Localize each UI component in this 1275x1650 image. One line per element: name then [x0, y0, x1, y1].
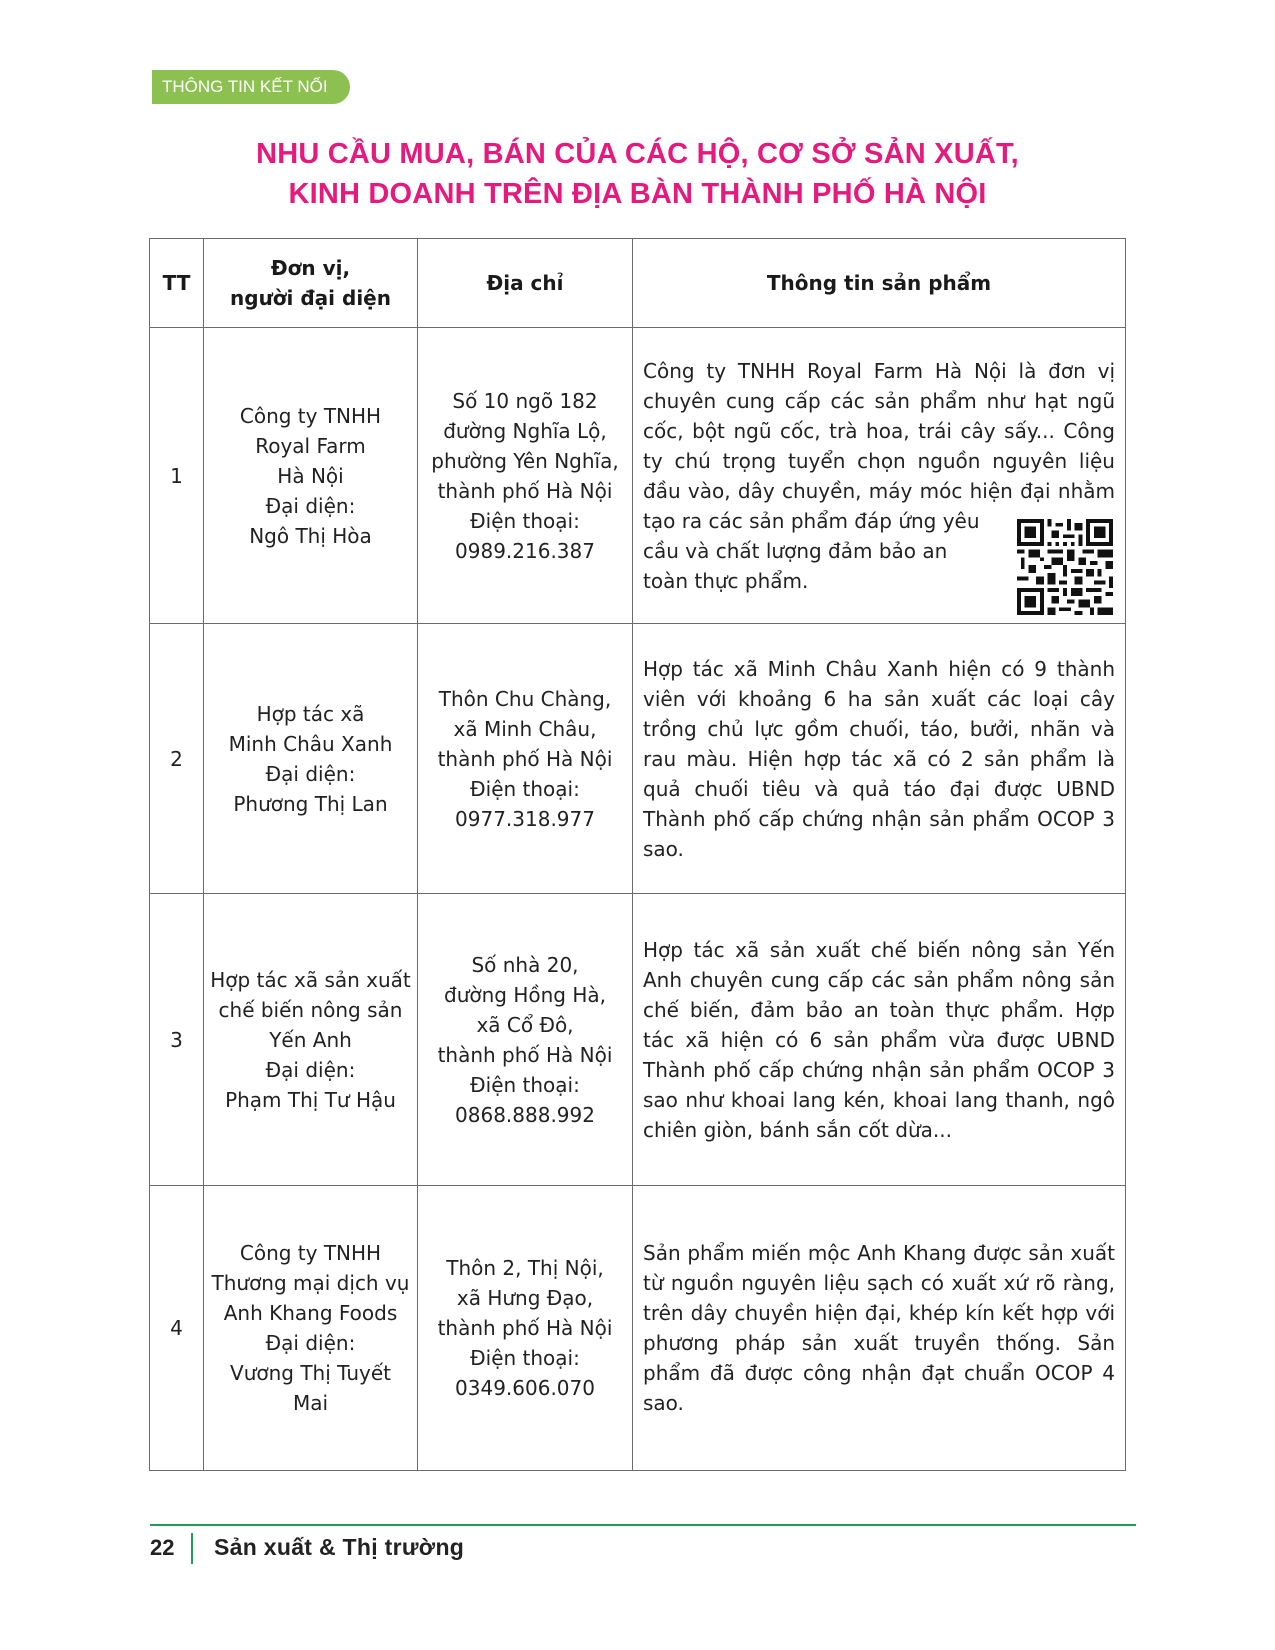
address-cell [418, 894, 633, 1186]
section-tag: THÔNG TIN KẾT NỐI [152, 70, 350, 104]
unit-line: Hợp tác xã sản xuất [210, 967, 411, 992]
unit-line: Hà Nội [277, 463, 344, 488]
header-info: Thông tin sản phẩm [633, 239, 1126, 328]
address-line: Thôn Chu Chàng, [438, 686, 612, 711]
page-number: 22 [150, 1535, 175, 1560]
unit-cell [204, 328, 418, 624]
header-unit-line-1: Đơn vị, [270, 256, 351, 280]
header-unit [204, 239, 418, 328]
row-number: 2 [150, 624, 204, 894]
info-text: Hợp tác xã sản xuất chế biến nông sản Yến Anh chuyên cung cấp các sản phẩm nông sản chế biến, đảm bảo an toàn thực phẩm. Hợp tác xã hiện có 6 sản phẩm vừa được UBND Thành phố cấp chứng nhận sản phẩm OCOP 3 sao như khoai lang kén, khoai lang thanh, ngô chiên giòn, bánh sắn cốt dừa... [643, 937, 1115, 1142]
header-address: Địa chỉ [418, 239, 633, 328]
unit-line: Minh Châu Xanh [228, 731, 393, 756]
table-row [150, 328, 1126, 624]
unit-line: Hợp tác xã [256, 701, 365, 726]
footer-separator [191, 1533, 193, 1564]
title-line-2: KINH DOANH TRÊN ĐỊA BÀN THÀNH PHỐ HÀ NỘI [288, 178, 987, 210]
unit-line: Vương Thị Tuyết Mai [230, 1361, 391, 1415]
info-text: Công ty TNHH Royal Farm Hà Nội là đơn vị chuyên cung cấp các sản phẩm như hạt ngũ cốc, bột ngũ cốc, trà hoa, trái cây sấy... Công ty chú trọng tuyển chọn nguồn nguyên liệu đầu vào, dây chuyền, máy móc hiện đại nhằm tạo ra các sản phẩm đáp ứng yêu [643, 358, 1115, 533]
address-line: Thôn 2, Thị Nội, [446, 1256, 604, 1280]
row-number: 4 [150, 1186, 204, 1471]
address-line: thành phố Hà Nội [437, 746, 613, 771]
page-title [150, 134, 1125, 214]
address-line: thành phố Hà Nội [437, 478, 613, 503]
address-line: thành phố Hà Nội [437, 1316, 613, 1340]
unit-cell [204, 894, 418, 1186]
unit-line: Royal Farm [255, 433, 366, 458]
table-header-row [150, 239, 1126, 328]
products-table [149, 238, 1126, 1471]
unit-line: Đại diện: [265, 761, 356, 786]
unit-line: Đại diện: [265, 1331, 356, 1355]
footer-rule [150, 1524, 1136, 1526]
unit-line: Đại diện: [265, 493, 356, 518]
address-cell [418, 1186, 633, 1471]
unit-line: Anh Khang Foods [223, 1301, 398, 1325]
row-number: 1 [150, 328, 204, 624]
address-line: đường Nghĩa Lộ, [443, 418, 607, 443]
address-line: phường Yên Nghĩa, [431, 448, 619, 473]
magazine-name: Sản xuất & Thị trường [214, 1534, 465, 1560]
unit-line: Phạm Thị Tư Hậu [225, 1087, 396, 1112]
unit-line: Ngô Thị Hòa [249, 523, 372, 548]
table-row [150, 1186, 1126, 1471]
table-row [150, 894, 1126, 1186]
address-cell [418, 328, 633, 624]
phone-number: 0977.318.977 [455, 806, 595, 831]
info-text-tail: cầu và chất lượng đảm bảo an toàn thực phẩm. [643, 538, 948, 593]
unit-line: Công ty TNHH [239, 1241, 382, 1265]
info-cell [633, 894, 1126, 1186]
address-line: Điện thoại: [470, 1072, 580, 1097]
address-line: xã Minh Châu, [453, 716, 597, 741]
info-cell [633, 624, 1126, 894]
table-row [150, 624, 1126, 894]
unit-cell [204, 1186, 418, 1471]
address-line: xã Cổ Đô, [476, 1012, 574, 1037]
row-number: 3 [150, 894, 204, 1186]
qr-code-icon [1017, 519, 1113, 615]
address-line: Điện thoại: [470, 776, 580, 801]
phone-number: 0349.606.070 [455, 1376, 595, 1400]
unit-line: Yến Anh [269, 1027, 352, 1052]
unit-line: Thương mại dịch vụ [211, 1271, 410, 1295]
unit-line: chế biến nông sản [218, 997, 403, 1022]
unit-line: Công ty TNHH [239, 403, 382, 428]
address-line: xã Hưng Đạo, [456, 1286, 594, 1310]
address-line: thành phố Hà Nội [437, 1042, 613, 1067]
address-line: Số 10 ngõ 182 [452, 388, 598, 413]
header-tt: TT [150, 239, 204, 328]
address-line: Điện thoại: [470, 1346, 580, 1370]
info-cell [633, 328, 1126, 624]
address-line: Điện thoại: [470, 508, 580, 533]
address-cell [418, 624, 633, 894]
unit-line: Phương Thị Lan [233, 791, 388, 816]
phone-number: 0989.216.387 [455, 538, 595, 563]
address-line: đường Hồng Hà, [444, 982, 606, 1007]
info-text: Hợp tác xã Minh Châu Xanh hiện có 9 thành viên với khoảng 6 ha sản xuất các loại cây trồng chủ lực gồm chuối, táo, bưởi, nhãn và rau màu. Hiện hợp tác xã có 2 sản phẩm là quả chuối tiêu và quả táo đại được UBND Thành phố cấp chứng nhận sản phẩm OCOP 3 sao. [643, 656, 1115, 861]
unit-line: Đại diện: [265, 1057, 356, 1082]
header-unit-line-2: người đại diện [230, 286, 391, 310]
info-text: Sản phẩm miến mộc Anh Khang được sản xuất từ nguồn nguyên liệu sạch có xuất xứ rõ ràng, trên dây chuyền hiện đại, khép kín kết hợp với phương pháp sản xuất truyền thống. Sản phẩm đã được công nhận đạt chuẩn OCOP 4 sao. [643, 1241, 1115, 1415]
title-line-1: NHU CẦU MUA, BÁN CỦA CÁC HỘ, CƠ SỞ SẢN XUẤT, [256, 138, 1019, 170]
info-cell [633, 1186, 1126, 1471]
unit-cell [204, 624, 418, 894]
phone-number: 0868.888.992 [455, 1102, 595, 1127]
address-line: Số nhà 20, [471, 952, 579, 977]
